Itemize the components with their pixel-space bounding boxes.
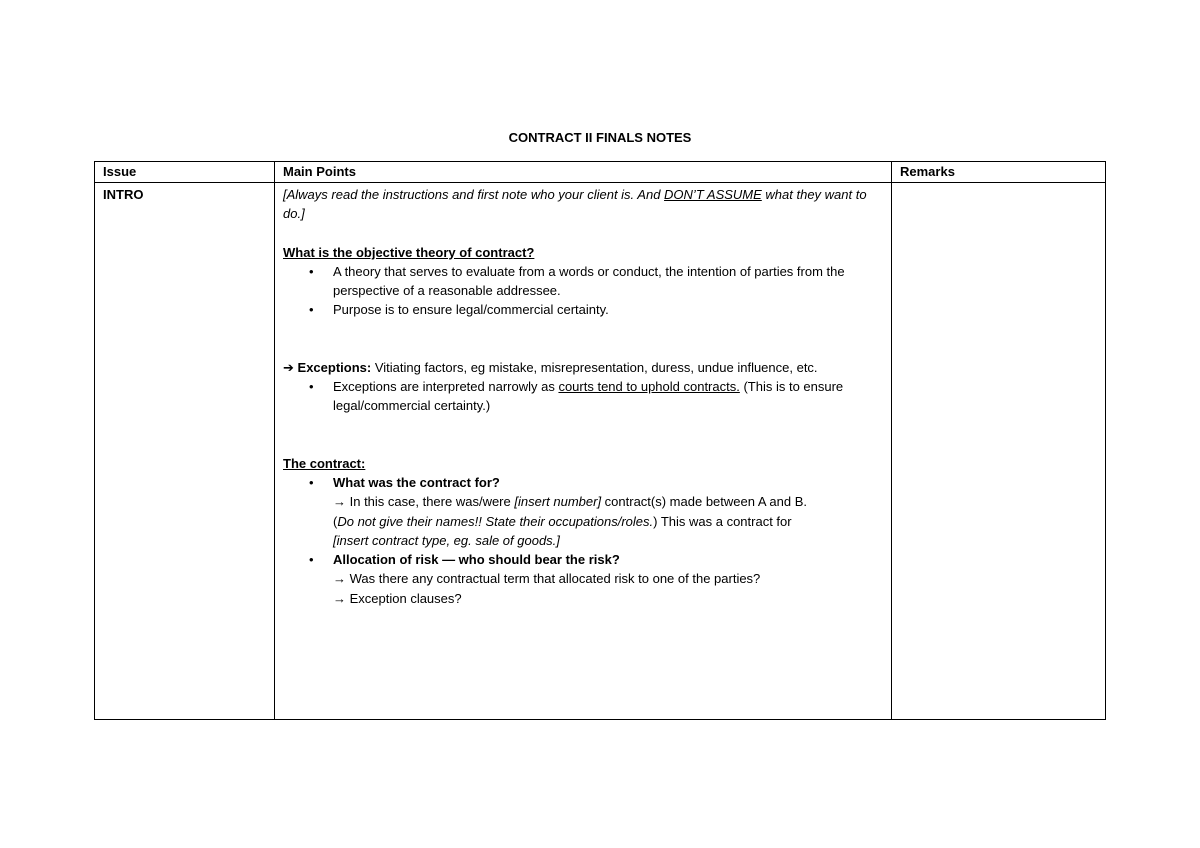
insert-number-placeholder: [insert number] xyxy=(514,494,602,510)
issue-cell: INTRO xyxy=(95,183,275,720)
exceptions-label: Exceptions: xyxy=(297,359,372,375)
bullet-icon: • xyxy=(309,379,314,395)
intro-note xyxy=(283,185,883,224)
document-title: CONTRACT II FINALS NOTES xyxy=(508,130,692,145)
contract-for-roles xyxy=(333,512,883,531)
objective-bullet-text: Purpose is to ensure legal/commercial certainty. xyxy=(333,302,609,318)
exceptions-bullet-text-end: (This is to ensure legal/commercial certainty.) xyxy=(333,379,844,414)
exceptions-bullet-list xyxy=(283,377,883,416)
contract-for-heading: What was the contract for? xyxy=(333,474,500,490)
header-main-points: Main Points xyxy=(275,162,892,183)
bullet-icon: • xyxy=(309,263,314,279)
list-item xyxy=(283,550,883,608)
intro-note-text-end: what they want to do.] xyxy=(283,187,867,222)
roles-paren: ( xyxy=(333,513,338,529)
risk-heading: Allocation of risk — who should bear the risk? xyxy=(333,552,620,568)
risk-exception-clauses: → Exception clauses? xyxy=(333,590,462,606)
contract-type-placeholder: [insert contract type, eg. sale of goods.] xyxy=(333,532,560,548)
intro-note-text: [Always read the instructions and first note who your client is. And xyxy=(283,187,665,202)
list-item xyxy=(283,473,883,550)
header-remarks: Remarks xyxy=(892,162,1106,183)
contract-for-detail-text: → In this case, there was/were xyxy=(333,494,515,510)
roles-note: Do not give their names!! State their occupations/roles. xyxy=(337,513,654,529)
notes-table xyxy=(94,161,1106,720)
contract-for-detail-text-end: contract(s) made between A and B. xyxy=(601,494,808,510)
remarks-cell xyxy=(892,183,1106,720)
list-item xyxy=(283,377,883,416)
list-item xyxy=(283,300,883,319)
exceptions-bullet-emphasis: courts tend to uphold contracts. xyxy=(558,379,740,395)
table-row xyxy=(95,183,1106,720)
contract-for-detail xyxy=(333,492,883,511)
exceptions-text: Vitiating factors, eg mistake, misrepresentation, duress, undue influence, etc. xyxy=(371,359,818,375)
header-issue: Issue xyxy=(95,162,275,183)
exceptions-bullet-text: Exceptions are interpreted narrowly as xyxy=(333,379,559,395)
table-header-row xyxy=(95,162,1106,183)
arrow-right-icon: ➔ xyxy=(283,359,294,375)
exceptions-line xyxy=(283,358,883,377)
objective-bullet-list xyxy=(283,262,883,320)
risk-detail: → Was there any contractual term that allocated risk to one of the parties? xyxy=(333,571,761,587)
bullet-icon: • xyxy=(309,474,314,490)
contract-bullet-list xyxy=(283,473,883,608)
bullet-icon: • xyxy=(309,552,314,568)
main-points-cell xyxy=(275,183,892,720)
objective-heading: What is the objective theory of contract? xyxy=(283,244,535,260)
bullet-icon: • xyxy=(309,302,314,318)
list-item xyxy=(283,262,883,301)
roles-text-end: ) This was a contract for xyxy=(653,513,792,529)
objective-bullet-text: A theory that serves to evaluate from a words or conduct, the intention of parties from the perspective of a reasonable addressee. xyxy=(333,263,845,299)
intro-note-emphasis: DON’T ASSUME xyxy=(664,187,762,202)
contract-heading: The contract: xyxy=(283,455,366,471)
